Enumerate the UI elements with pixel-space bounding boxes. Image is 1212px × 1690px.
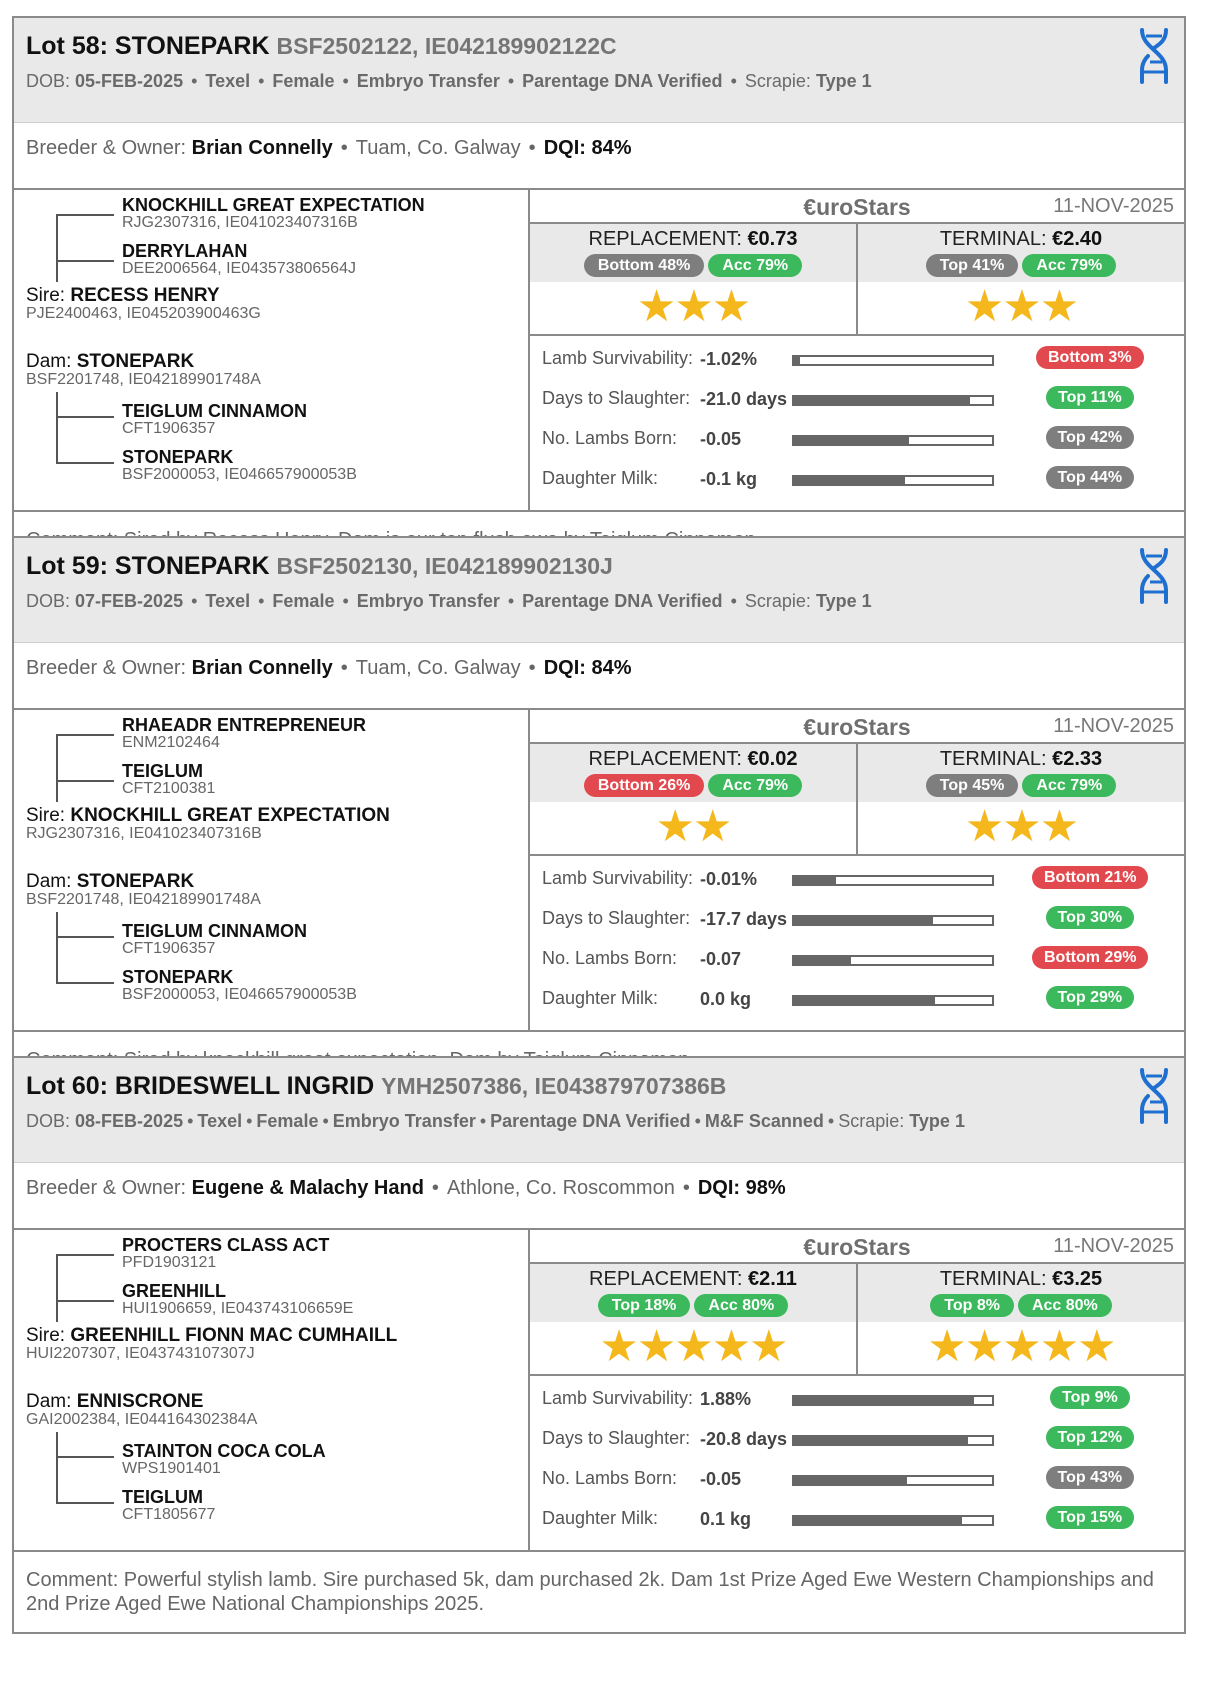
trait-bar-fill — [794, 1477, 907, 1484]
dam-line — [26, 872, 194, 892]
dam-sire-id: CFT1906357 — [122, 420, 216, 437]
owner-label: Breeder & Owner: — [26, 657, 187, 679]
sire-name: GREENHILL FIONN MAC CUMHAILL — [70, 1325, 398, 1346]
trait-bar-fill — [794, 917, 933, 924]
trait-name: Daughter Milk: — [542, 988, 659, 1008]
dna-status: Parentage DNA Verified — [522, 71, 723, 91]
sire-id: HUI2207307, IE043743107307J — [26, 1345, 255, 1362]
terminal-value: €2.33 — [1052, 748, 1103, 770]
star-icon: ★ — [749, 1322, 787, 1371]
trait-bar — [792, 1435, 994, 1446]
sex: Female — [272, 71, 335, 91]
breed: Texel — [205, 591, 251, 611]
trait-name: No. Lambs Born: — [542, 1468, 678, 1488]
lot-header — [14, 1058, 1184, 1162]
index-row — [530, 224, 1184, 336]
dam-name: STONEPARK — [76, 871, 195, 892]
trait-rank-badge: Bottom 3% — [1036, 346, 1144, 369]
replacement-rank-badge: Top 18% — [598, 1294, 691, 1317]
dna-status: Parentage DNA Verified — [522, 591, 723, 611]
dam-sire-name: TEIGLUM CINNAMON — [122, 401, 307, 421]
dob-value: 08-FEB-2025 — [75, 1111, 184, 1131]
terminal-value: €2.40 — [1052, 228, 1103, 250]
replacement-acc-badge: Acc 79% — [708, 774, 802, 797]
breeder-owner-row: Breeder & Owner: Brian Connelly • Tuam, Co. Galway • DQI: 84% — [14, 642, 1184, 710]
sire-dam-name: DERRYLAHAN — [122, 241, 248, 261]
trait-rank-badge: Top 15% — [1046, 1506, 1135, 1529]
trait-rank-badge: Top 43% — [1046, 1466, 1135, 1489]
trait-bar — [792, 1515, 994, 1526]
sex: Female — [256, 1111, 319, 1131]
trait-bar-fill — [794, 437, 909, 444]
star-icon: ★ — [655, 802, 693, 851]
terminal-index — [856, 744, 1184, 854]
trait-bar-fill — [794, 957, 851, 964]
terminal-index — [856, 224, 1184, 334]
scan-status: M&F Scanned — [704, 1111, 824, 1131]
trait-bar-fill — [794, 997, 935, 1004]
trait-row — [530, 462, 1184, 502]
lot-title — [26, 1072, 1184, 1101]
terminal-label: TERMINAL: — [939, 748, 1047, 770]
lot-card — [12, 16, 1186, 570]
star-icon: ★ — [964, 802, 1003, 851]
trait-bar-fill — [794, 877, 836, 884]
star-icon: ★ — [1039, 282, 1078, 331]
trait-bar — [792, 1475, 994, 1486]
lot-body — [14, 190, 1184, 512]
star-icon: ★ — [674, 282, 712, 331]
trait-rank-badge: Top 11% — [1046, 386, 1134, 409]
terminal-rank-badge: Top 41% — [926, 254, 1019, 277]
dam-sire-name: STAINTON COCA COLA — [122, 1441, 326, 1461]
sire-dam-id: DEE2006564, IE043573806564J — [122, 260, 356, 277]
replacement-label: REPLACEMENT: — [589, 1268, 743, 1290]
owner-location: Tuam, Co. Galway — [355, 137, 521, 159]
scrapie-label: Scrapie: — [838, 1111, 905, 1131]
trait-row — [530, 1422, 1184, 1462]
terminal-stars — [858, 1322, 1184, 1372]
sire-line — [26, 806, 390, 826]
trait-bar-fill — [794, 477, 905, 484]
lot-title — [26, 552, 1184, 581]
dam-name: STONEPARK — [76, 351, 195, 372]
owner-name: Brian Connelly — [191, 657, 333, 679]
eurostars-date: 11-NOV-2025 — [1053, 715, 1174, 737]
terminal-rank-badge: Top 45% — [926, 774, 1019, 797]
lot-ids: BSF2502122, IE042189902122C — [276, 33, 617, 59]
dam-label: Dam: — [26, 871, 72, 892]
star-icon: ★ — [927, 1322, 965, 1371]
star-icon: ★ — [1002, 282, 1040, 331]
dna-status: Parentage DNA Verified — [490, 1111, 691, 1131]
star-icon: ★ — [964, 282, 1003, 331]
star-icon: ★ — [674, 1322, 712, 1371]
star-icon: ★ — [711, 282, 750, 331]
eurostars-date: 11-NOV-2025 — [1053, 1235, 1174, 1257]
trait-bar — [792, 955, 994, 966]
sire-dam-id: HUI1906659, IE043743106659E — [122, 1300, 354, 1317]
lot-name: Lot 60: BRIDESWELL INGRID — [26, 1072, 375, 1100]
owner-location: Tuam, Co. Galway — [355, 657, 521, 679]
trait-rank-badge: Bottom 29% — [1032, 946, 1148, 969]
dob-label: DOB: — [26, 1111, 71, 1131]
replacement-stars — [530, 282, 856, 332]
trait-bar-fill — [794, 1517, 962, 1524]
replacement-index — [530, 224, 856, 334]
trait-value: -20.8 days — [700, 1429, 788, 1449]
scrapie-label: Scrapie: — [744, 591, 811, 611]
scrapie-value: Type 1 — [815, 71, 872, 91]
trait-name: Days to Slaughter: — [542, 388, 691, 408]
star-icon: ★ — [636, 282, 675, 331]
sire-id: RJG2307316, IE041023407316B — [26, 825, 262, 842]
lot-meta: DOB: 08-FEB-2025 • Texel • Female • Embryo Transfer • Parentage DNA Verified • M&F Scanned • Scrapie: Type 1 — [26, 1111, 965, 1131]
traits-list — [530, 856, 1184, 1022]
eurostars-panel — [530, 190, 1184, 510]
dqi: DQI: 84% — [543, 137, 632, 159]
star-icon: ★ — [693, 802, 731, 851]
owner-label: Breeder & Owner: — [26, 1177, 187, 1199]
trait-bar-fill — [794, 1397, 974, 1404]
sire-sire-id: ENM2102464 — [122, 734, 220, 751]
lot-header — [14, 538, 1184, 642]
trait-bar-fill — [794, 1437, 968, 1444]
trait-bar — [792, 435, 994, 446]
owner-name: Eugene & Malachy Hand — [191, 1177, 424, 1199]
owner-location: Athlone, Co. Roscommon — [446, 1177, 675, 1199]
owner-label: Breeder & Owner: — [26, 137, 187, 159]
dna-helix-icon — [1134, 1066, 1174, 1126]
pedigree — [14, 1230, 530, 1550]
sire-label: Sire: — [26, 285, 66, 306]
terminal-index — [856, 1264, 1184, 1374]
dna-helix-icon — [1134, 546, 1174, 606]
trait-row — [530, 1382, 1184, 1422]
trait-value: -0.05 — [700, 1469, 742, 1489]
trait-name: No. Lambs Born: — [542, 428, 678, 448]
dam-dam-name: TEIGLUM — [122, 1487, 203, 1507]
sire-sire-id: PFD1903121 — [122, 1254, 217, 1271]
trait-bar-fill — [794, 357, 800, 364]
trait-name: No. Lambs Born: — [542, 948, 678, 968]
trait-value: -0.01% — [700, 869, 758, 889]
replacement-rank-badge: Bottom 48% — [584, 254, 704, 277]
trait-bar — [792, 395, 994, 406]
sire-line — [26, 286, 220, 306]
transfer-type: Embryo Transfer — [356, 71, 500, 91]
trait-name: Lamb Survivability: — [542, 348, 694, 368]
index-row — [530, 1264, 1184, 1376]
trait-name: Lamb Survivability: — [542, 1388, 694, 1408]
traits-list — [530, 336, 1184, 502]
lot-ids: BSF2502130, IE042189902130J — [276, 553, 613, 579]
trait-value: -21.0 days — [700, 389, 788, 409]
trait-bar — [792, 475, 994, 486]
dam-dam-id: BSF2000053, IE046657900053B — [122, 466, 357, 483]
replacement-stars — [530, 1322, 856, 1372]
trait-value: 1.88% — [700, 1389, 752, 1409]
sex: Female — [272, 591, 335, 611]
lot-meta: DOB: 07-FEB-2025 • Texel • Female • Embryo Transfer • Parentage DNA Verified • Scrapie: Type 1 — [26, 591, 872, 611]
lot-body — [14, 1230, 1184, 1552]
star-icon: ★ — [636, 1322, 675, 1371]
trait-row — [530, 422, 1184, 462]
star-icon: ★ — [1002, 1322, 1040, 1371]
trait-rank-badge: Top 9% — [1050, 1386, 1130, 1409]
dqi: DQI: 98% — [697, 1177, 786, 1199]
replacement-label: REPLACEMENT: — [588, 748, 742, 770]
trait-rank-badge: Top 44% — [1046, 466, 1135, 489]
lot-card — [12, 536, 1186, 1090]
replacement-rank-badge: Bottom 26% — [584, 774, 704, 797]
transfer-type: Embryo Transfer — [332, 1111, 476, 1131]
trait-row — [530, 862, 1184, 902]
sire-sire-name: KNOCKHILL GREAT EXPECTATION — [122, 195, 425, 215]
dob-value: 05-FEB-2025 — [75, 71, 184, 91]
pedigree — [14, 710, 530, 1030]
dob-value: 07-FEB-2025 — [75, 591, 184, 611]
trait-row — [530, 382, 1184, 422]
star-icon: ★ — [1077, 1322, 1115, 1371]
trait-bar — [792, 355, 994, 366]
sire-dam-name: TEIGLUM — [122, 761, 203, 781]
lot-header — [14, 18, 1184, 122]
breed: Texel — [197, 1111, 243, 1131]
star-icon: ★ — [711, 1322, 750, 1371]
trait-row — [530, 1462, 1184, 1502]
star-icon: ★ — [1002, 802, 1040, 851]
star-icon: ★ — [964, 1322, 1003, 1371]
dam-line — [26, 352, 194, 372]
trait-value: -17.7 days — [700, 909, 788, 929]
lot-title — [26, 32, 1184, 61]
breed: Texel — [205, 71, 251, 91]
replacement-value: €2.11 — [747, 1268, 797, 1290]
terminal-label: TERMINAL: — [939, 1268, 1047, 1290]
dam-label: Dam: — [26, 1391, 72, 1412]
trait-row — [530, 982, 1184, 1022]
terminal-acc-badge: Acc 80% — [1018, 1294, 1112, 1317]
terminal-acc-badge: Acc 79% — [1022, 254, 1116, 277]
eurostars-panel — [530, 1230, 1184, 1550]
dam-dam-name: STONEPARK — [122, 447, 234, 467]
terminal-stars — [858, 282, 1184, 332]
trait-row — [530, 342, 1184, 382]
eurostars-header — [530, 710, 1184, 744]
trait-rank-badge: Top 29% — [1046, 986, 1135, 1009]
terminal-label: TERMINAL: — [939, 228, 1047, 250]
terminal-acc-badge: Acc 79% — [1022, 774, 1116, 797]
replacement-acc-badge: Acc 80% — [694, 1294, 788, 1317]
scrapie-value: Type 1 — [815, 591, 872, 611]
lot-card — [12, 1056, 1186, 1634]
replacement-value: €0.73 — [747, 228, 798, 250]
lot-name: Lot 58: STONEPARK — [26, 32, 270, 60]
star-icon: ★ — [1039, 802, 1078, 851]
eurostars-header — [530, 190, 1184, 224]
trait-name: Days to Slaughter: — [542, 1428, 691, 1448]
pedigree — [14, 190, 530, 510]
trait-bar — [792, 995, 994, 1006]
dam-id: GAI2002384, IE044164302384A — [26, 1411, 258, 1428]
trait-name: Daughter Milk: — [542, 1508, 659, 1528]
dam-line — [26, 1392, 203, 1412]
trait-name: Daughter Milk: — [542, 468, 659, 488]
owner-name: Brian Connelly — [191, 137, 333, 159]
trait-bar — [792, 875, 994, 886]
eurostars-brand: €uroStars — [803, 194, 911, 220]
replacement-value: €0.02 — [747, 748, 798, 770]
lot-ids: YMH2507386, IE043879707386B — [381, 1073, 727, 1099]
terminal-value: €3.25 — [1052, 1268, 1103, 1290]
trait-value: -1.02% — [700, 349, 758, 369]
dob-label: DOB: — [26, 591, 71, 611]
trait-value: 0.1 kg — [700, 1509, 752, 1529]
breeder-owner-row: Breeder & Owner: Brian Connelly • Tuam, Co. Galway • DQI: 84% — [14, 122, 1184, 190]
lot-comment: Comment: Powerful stylish lamb. Sire purchased 5k, dam purchased 2k. Dam 1st Prize Aged Ewe Western Championships and 2nd Prize Aged Ewe National Championships 2025. — [26, 1569, 1154, 1615]
traits-list — [530, 1376, 1184, 1542]
lot-body — [14, 710, 1184, 1032]
trait-row — [530, 902, 1184, 942]
sire-sire-name: RHAEADR ENTREPRENEUR — [122, 715, 367, 735]
trait-bar-fill — [794, 397, 970, 404]
trait-row — [530, 1502, 1184, 1542]
dam-dam-id: BSF2000053, IE046657900053B — [122, 986, 357, 1003]
dam-id: BSF2201748, IE042189901748A — [26, 371, 261, 388]
eurostars-panel — [530, 710, 1184, 1030]
sire-label: Sire: — [26, 805, 66, 826]
sire-line — [26, 1326, 397, 1346]
scrapie-value: Type 1 — [909, 1111, 965, 1131]
dam-sire-id: WPS1901401 — [122, 1460, 221, 1477]
dob-label: DOB: — [26, 71, 71, 91]
sire-name: KNOCKHILL GREAT EXPECTATION — [70, 805, 390, 826]
sire-id: PJE2400463, IE045203900463G — [26, 305, 261, 322]
replacement-index — [530, 1264, 856, 1374]
replacement-index — [530, 744, 856, 854]
sire-sire-name: PROCTERS CLASS ACT — [122, 1235, 330, 1255]
replacement-label: REPLACEMENT: — [588, 228, 742, 250]
breeder-owner-row: Breeder & Owner: Eugene & Malachy Hand • Athlone, Co. Roscommon • DQI: 98% — [14, 1162, 1184, 1230]
eurostars-brand: €uroStars — [803, 714, 911, 740]
trait-name: Days to Slaughter: — [542, 908, 691, 928]
trait-rank-badge: Top 12% — [1046, 1426, 1135, 1449]
transfer-type: Embryo Transfer — [356, 591, 500, 611]
eurostars-brand: €uroStars — [803, 1234, 911, 1260]
trait-row — [530, 942, 1184, 982]
trait-value: 0.0 kg — [700, 989, 752, 1009]
trait-value: -0.05 — [700, 429, 742, 449]
sire-label: Sire: — [26, 1325, 66, 1346]
trait-bar — [792, 1395, 994, 1406]
sire-sire-id: RJG2307316, IE041023407316B — [122, 214, 358, 231]
dam-dam-id: CFT1805677 — [122, 1506, 216, 1523]
trait-rank-badge: Top 30% — [1046, 906, 1135, 929]
index-row — [530, 744, 1184, 856]
star-icon: ★ — [599, 1322, 637, 1371]
sire-name: RECESS HENRY — [70, 285, 220, 306]
terminal-stars — [858, 802, 1184, 852]
trait-bar — [792, 915, 994, 926]
replacement-stars — [530, 802, 856, 852]
trait-name: Lamb Survivability: — [542, 868, 694, 888]
terminal-rank-badge: Top 8% — [930, 1294, 1014, 1317]
trait-rank-badge: Top 42% — [1046, 426, 1135, 449]
trait-rank-badge: Bottom 21% — [1032, 866, 1148, 889]
dam-sire-id: CFT1906357 — [122, 940, 216, 957]
dqi: DQI: 84% — [543, 657, 632, 679]
dam-sire-name: TEIGLUM CINNAMON — [122, 921, 307, 941]
lot-meta: DOB: 05-FEB-2025 • Texel • Female • Embryo Transfer • Parentage DNA Verified • Scrapie: Type 1 — [26, 71, 872, 91]
star-icon: ★ — [1039, 1322, 1078, 1371]
dam-name: ENNISCRONE — [76, 1391, 204, 1412]
sire-dam-id: CFT2100381 — [122, 780, 216, 797]
trait-value: -0.07 — [700, 949, 742, 969]
dam-dam-name: STONEPARK — [122, 967, 234, 987]
dna-helix-icon — [1134, 26, 1174, 86]
dam-id: BSF2201748, IE042189901748A — [26, 891, 261, 908]
replacement-acc-badge: Acc 79% — [708, 254, 802, 277]
sire-dam-name: GREENHILL — [122, 1281, 227, 1301]
scrapie-label: Scrapie: — [744, 71, 811, 91]
eurostars-header — [530, 1230, 1184, 1264]
eurostars-date: 11-NOV-2025 — [1053, 195, 1174, 217]
trait-value: -0.1 kg — [700, 469, 758, 489]
lot-name: Lot 59: STONEPARK — [26, 552, 270, 580]
dam-label: Dam: — [26, 351, 72, 372]
